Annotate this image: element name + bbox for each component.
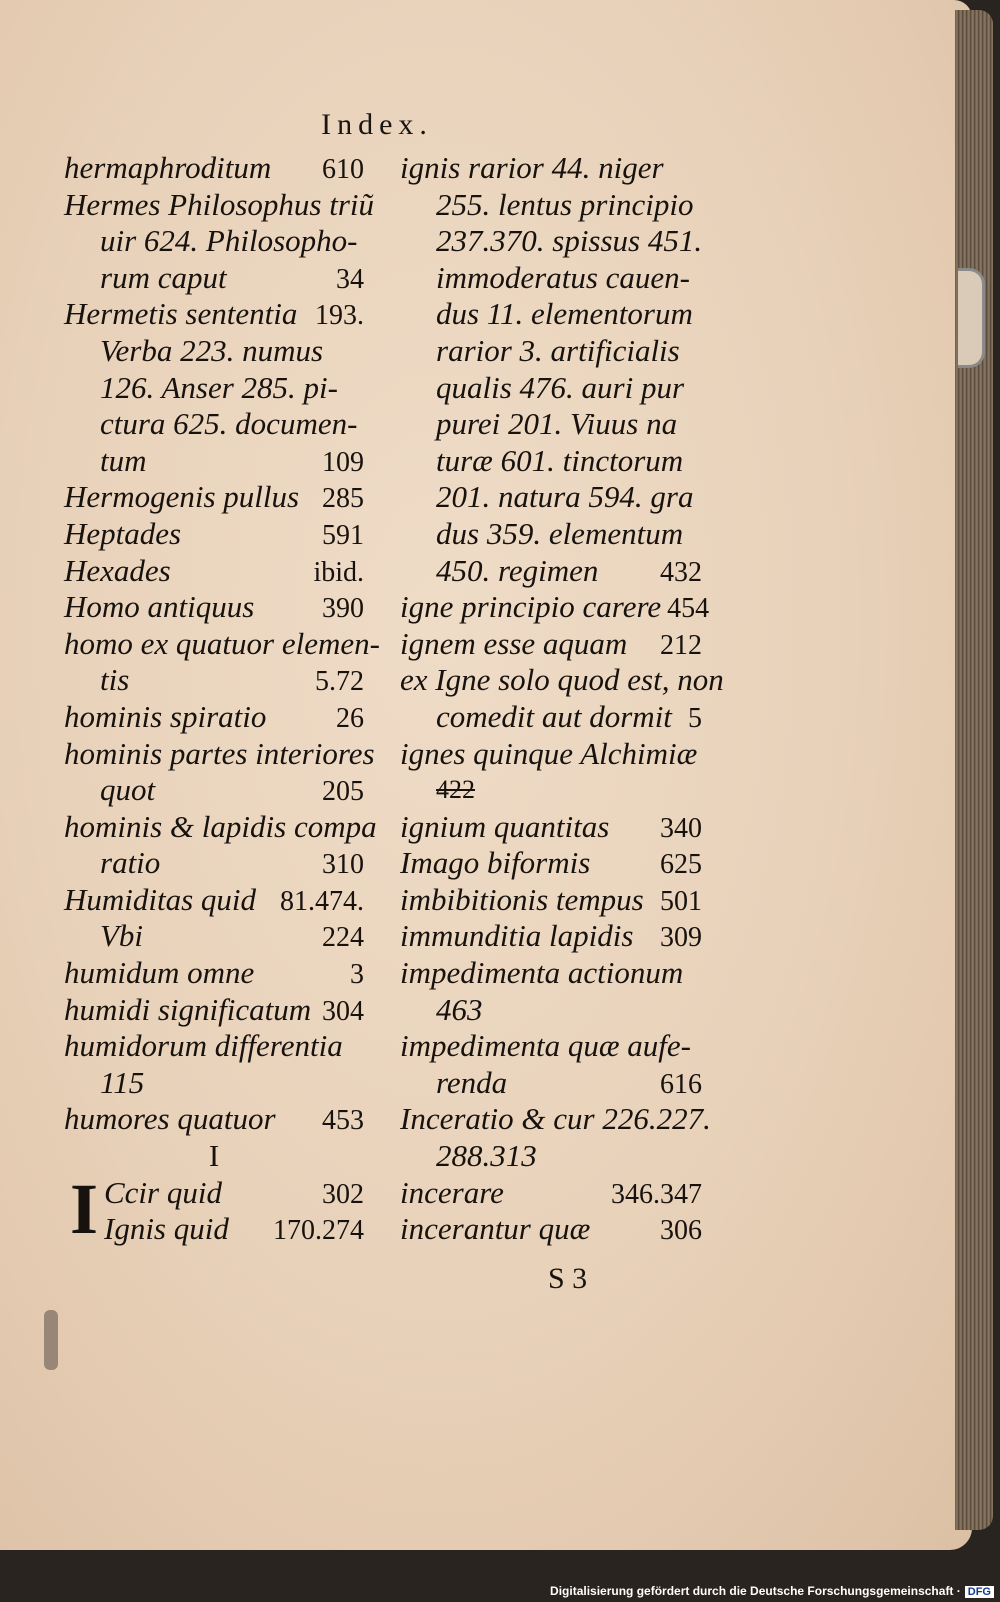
- index-entry: [64, 625, 380, 663]
- dropcap-section: [64, 1168, 364, 1249]
- index-entry: [64, 735, 375, 773]
- index-entry: [400, 406, 702, 443]
- entry-term: 201. natura 594. gra: [436, 479, 694, 515]
- entry-term: rum caput: [100, 259, 227, 295]
- dropcap-letter: I: [70, 1168, 99, 1249]
- entry-page-number: 346.347: [611, 1178, 702, 1210]
- entry-term: comedit aut dormit: [436, 698, 672, 734]
- index-entry: [64, 882, 364, 919]
- entry-term: humidum omne: [64, 955, 255, 991]
- entry-term: Ignis quid: [104, 1211, 229, 1247]
- index-entry: [64, 955, 364, 992]
- index-entry: [400, 918, 702, 955]
- page-header: Index.: [321, 108, 433, 141]
- entry-term: Hermes Philosophus triũ: [64, 186, 374, 222]
- entry-page-number: 309: [660, 922, 702, 954]
- index-entry: [400, 809, 702, 846]
- entry-term: tis: [100, 662, 130, 698]
- entry-term: renda: [436, 1064, 508, 1100]
- entry-term: immoderatus cauen-: [436, 259, 690, 295]
- entry-term: tum: [100, 442, 147, 478]
- digitization-footer: [550, 1584, 994, 1598]
- entry-page-number: 340: [660, 812, 702, 844]
- entry-term: qualis 476. auri pur: [436, 369, 685, 405]
- entry-term: Verba 223. numus: [100, 332, 324, 368]
- entry-term: hominis & lapidis compa: [64, 808, 377, 844]
- entry-term: igne principio carere: [400, 589, 662, 625]
- index-entry: [400, 1138, 702, 1175]
- entry-page-number: 591: [322, 519, 364, 551]
- index-entry: [64, 992, 364, 1029]
- entry-term: 126. Anser 285. pi-: [100, 369, 338, 405]
- entry-page-number: 193.: [315, 300, 364, 332]
- index-entry: [400, 662, 724, 699]
- index-entry: [400, 845, 702, 882]
- index-entry: [64, 1028, 364, 1065]
- entry-term: impedimenta quæ aufe-: [400, 1028, 692, 1064]
- entry-term: hermaphroditum: [64, 150, 272, 185]
- index-entry: [64, 516, 364, 553]
- index-column-left: [64, 150, 380, 1249]
- entry-term: dus 359. elementum: [436, 515, 684, 551]
- index-entry: [400, 443, 702, 480]
- index-entry: [400, 992, 702, 1029]
- entry-page-number: 224: [322, 922, 364, 954]
- index-entry: [400, 1211, 702, 1248]
- entry-term: humores quatuor: [64, 1101, 276, 1137]
- index-entry: [64, 1138, 364, 1175]
- entry-page-number: 5.72: [315, 666, 364, 698]
- index-entry: [400, 553, 702, 590]
- index-entry: [64, 808, 377, 846]
- index-entry: [64, 223, 364, 260]
- entry-term: uir 624. Philosopho-: [100, 223, 358, 259]
- entry-page-number: 285: [322, 483, 364, 515]
- entry-term: 255. lentus principio: [436, 186, 694, 222]
- entry-term: hominis spiratio: [64, 698, 267, 734]
- entry-term: ex Igne solo quod est, non: [400, 662, 724, 698]
- entry-term: 237.370. spissus 451.: [436, 223, 703, 259]
- index-entry: [400, 955, 702, 992]
- index-entry: [400, 150, 702, 187]
- entry-term: ignem esse aquam: [400, 625, 628, 661]
- entry-page-number: 616: [660, 1068, 702, 1100]
- entry-term: Ccir quid: [104, 1174, 222, 1210]
- index-entry: [400, 699, 702, 736]
- index-entry: [64, 845, 364, 882]
- index-entry: [400, 736, 702, 773]
- entry-page-number: 310: [322, 849, 364, 881]
- entry-term: Vbi: [100, 918, 144, 954]
- clip-tab: [958, 268, 985, 368]
- entry-page-number: 34: [336, 263, 364, 295]
- entry-term: ratio: [100, 845, 161, 881]
- index-entry: [400, 296, 702, 333]
- index-entry: [64, 662, 364, 699]
- entry-page-number: 304: [322, 995, 364, 1027]
- entry-term: 422: [436, 775, 475, 805]
- entry-page-number: 454: [667, 593, 710, 625]
- index-entry: [64, 589, 364, 626]
- entry-page-number: 453: [322, 1105, 364, 1137]
- index-entry: [64, 333, 364, 370]
- entry-page-number: 3: [350, 959, 364, 991]
- index-entry: [64, 186, 374, 224]
- entry-term: impedimenta actionum: [400, 955, 684, 991]
- entry-term: 450. regimen: [436, 552, 599, 588]
- entry-term: humidorum differentia: [64, 1028, 343, 1064]
- entry-term: 115: [100, 1064, 145, 1100]
- index-entry: [64, 772, 364, 809]
- entry-term: purei 201. Viuus na: [436, 406, 678, 442]
- index-entry: [400, 1101, 711, 1138]
- entry-term: ignis rarior 44. niger: [400, 150, 664, 185]
- entry-term: immunditia lapidis: [400, 918, 634, 954]
- index-entry: [400, 187, 702, 224]
- index-entry: [64, 150, 364, 187]
- entry-page-number: 5: [688, 702, 702, 734]
- signature-mark: S 3: [548, 1262, 588, 1295]
- entry-page-number: 205: [322, 776, 364, 808]
- entry-page-number: 212: [660, 629, 702, 661]
- entry-term: Humiditas quid: [64, 881, 257, 917]
- entry-term: ignes quinque Alchimiæ: [400, 735, 698, 771]
- entry-term: Inceratio & cur 226.227.: [400, 1101, 711, 1137]
- index-entry: [64, 1065, 364, 1102]
- index-entry: [400, 626, 702, 663]
- entry-term: Hermetis sententia: [64, 296, 298, 332]
- dfg-logo: DFG: [965, 1586, 994, 1598]
- page-edge: [955, 10, 993, 1530]
- entry-page-number: 109: [322, 446, 364, 478]
- entry-term: ignium quantitas: [400, 808, 610, 844]
- index-entry: [400, 1028, 702, 1065]
- index-entry: [400, 1065, 702, 1102]
- entry-term: 463: [436, 991, 483, 1027]
- index-entry: [64, 479, 364, 516]
- index-entry: [64, 1101, 364, 1138]
- index-entry: [400, 882, 702, 919]
- entry-term: Hermogenis pullus: [64, 479, 300, 515]
- index-entry: [400, 223, 702, 260]
- entry-page-number: 390: [322, 593, 364, 625]
- index-column-right: [400, 150, 724, 1248]
- index-entry: [400, 333, 702, 370]
- index-entry: [400, 516, 702, 553]
- entry-term: quot: [100, 772, 156, 808]
- entry-term: hominis partes interiores: [64, 735, 375, 771]
- entry-term: ctura 625. documen-: [100, 406, 358, 442]
- footer-text: Digitalisierung gefördert durch die Deutsche Forschungsgemeinschaft ·: [550, 1584, 961, 1598]
- index-entry: [64, 260, 364, 297]
- index-entry: [64, 296, 364, 333]
- index-entry: [400, 370, 702, 407]
- index-entry: [64, 699, 364, 736]
- entry-term: dus 11. elementorum: [436, 296, 693, 332]
- entry-term: rarior 3. artificialis: [436, 332, 680, 368]
- entry-term: homo ex quatuor elemen-: [64, 625, 380, 661]
- entry-term: Hexades: [64, 552, 171, 588]
- entry-term: Heptades: [64, 515, 182, 551]
- entry-term: incerare: [400, 1174, 504, 1210]
- index-entry: [64, 443, 364, 480]
- entry-term: incerantur quæ: [400, 1211, 591, 1247]
- index-entry: [400, 1175, 702, 1212]
- index-entry: [64, 553, 364, 590]
- index-entry: [64, 1211, 364, 1248]
- index-entry: [400, 260, 702, 297]
- entry-term: Homo antiquus: [64, 589, 255, 625]
- entry-page-number: 432: [660, 556, 702, 588]
- entry-term: Imago biformis: [400, 845, 591, 881]
- index-entry: [64, 918, 364, 955]
- entry-page-number: 501: [660, 885, 702, 917]
- entry-page-number: 302: [322, 1178, 364, 1210]
- entry-term: humidi significatum: [64, 991, 312, 1027]
- entry-page-number: 610: [322, 154, 364, 185]
- entry-term: I: [208, 1138, 220, 1174]
- index-entry: [64, 406, 364, 443]
- entry-term: turæ 601. tinctorum: [436, 442, 684, 478]
- entry-term: 288.313: [436, 1138, 537, 1174]
- index-entry: [400, 589, 710, 626]
- entry-page-number: 306: [660, 1215, 702, 1247]
- entry-page-number: 625: [660, 849, 702, 881]
- entry-page-number: ibid.: [313, 556, 364, 588]
- index-entry: [64, 370, 364, 407]
- entry-term: imbibitionis tempus: [400, 881, 644, 917]
- ink-smudge: [44, 1310, 58, 1370]
- entry-page-number: 170.274: [273, 1215, 364, 1247]
- entry-page-number: 26: [336, 702, 364, 734]
- entry-page-number: 81.474.: [280, 885, 364, 917]
- index-entry: [64, 1175, 364, 1212]
- index-entry: [400, 479, 702, 516]
- index-entry: [400, 772, 702, 809]
